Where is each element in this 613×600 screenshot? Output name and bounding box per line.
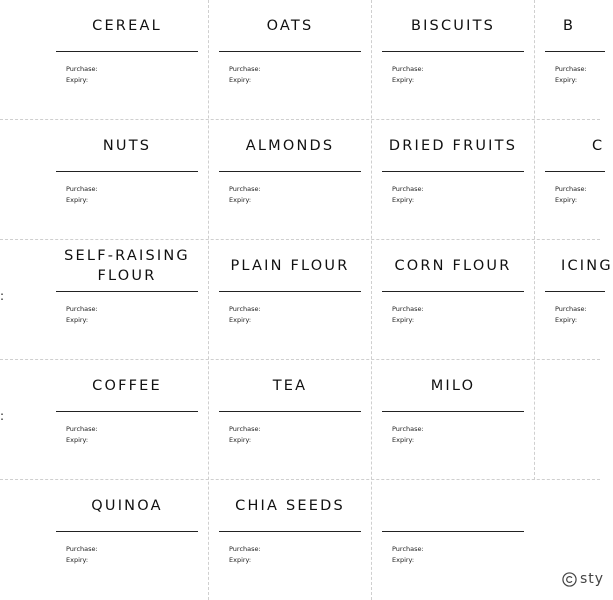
pantry-label <box>46 240 210 360</box>
pantry-label-partial <box>535 120 605 240</box>
label-title: SELF-RAISING FLOUR <box>64 248 190 284</box>
label-title: TEA <box>272 378 308 394</box>
purchase-field: Purchase: <box>555 305 587 313</box>
purchase-field: Purchase: <box>66 305 98 313</box>
purchase-field: Purchase: <box>392 305 424 313</box>
purchase-field: Purchase: <box>229 185 261 193</box>
expiry-field: Expiry: <box>392 556 415 564</box>
label-title: BISCUITS <box>410 18 496 34</box>
label-title: CHIA SEEDS <box>235 498 345 514</box>
edge-mark: : <box>0 289 5 303</box>
purchase-field: Purchase: <box>229 65 261 73</box>
label-title: COFFEE <box>92 378 162 394</box>
pantry-label <box>372 240 536 360</box>
pantry-label <box>46 360 210 480</box>
expiry-field: Expiry: <box>392 76 415 84</box>
expiry-field: Expiry: <box>229 316 252 324</box>
label-title: CEREAL <box>92 18 162 34</box>
label-divider <box>56 171 198 172</box>
label-divider <box>219 291 361 292</box>
label-divider <box>382 531 524 532</box>
brand-watermark <box>562 571 604 587</box>
expiry-field: Expiry: <box>392 316 415 324</box>
expiry-field: Expiry: <box>555 196 578 204</box>
pantry-label <box>209 360 373 480</box>
purchase-field: Purchase: <box>229 305 261 313</box>
expiry-field: Expiry: <box>229 436 252 444</box>
label-divider <box>219 531 361 532</box>
pantry-label <box>372 120 536 240</box>
label-divider <box>56 531 198 532</box>
copyright-icon <box>562 572 577 587</box>
label-title: NUTS <box>102 138 152 154</box>
expiry-field: Expiry: <box>555 316 578 324</box>
purchase-field: Purchase: <box>66 185 98 193</box>
label-title <box>382 480 524 532</box>
label-title: OATS <box>266 18 314 34</box>
expiry-field: Expiry: <box>66 316 89 324</box>
pantry-label <box>209 240 373 360</box>
expiry-field: Expiry: <box>555 76 578 84</box>
label-divider <box>56 411 198 412</box>
label-divider <box>56 291 198 292</box>
label-divider <box>382 171 524 172</box>
label-divider <box>56 51 198 52</box>
label-divider <box>382 51 524 52</box>
purchase-field: Purchase: <box>229 545 261 553</box>
expiry-field: Expiry: <box>229 196 252 204</box>
label-title: QUINOA <box>91 498 163 514</box>
purchase-field: Purchase: <box>66 425 98 433</box>
label-title: B <box>563 18 576 34</box>
expiry-field: Expiry: <box>392 436 415 444</box>
label-title: C <box>592 138 605 154</box>
purchase-field: Purchase: <box>555 185 587 193</box>
purchase-field: Purchase: <box>229 425 261 433</box>
pantry-label <box>209 120 373 240</box>
label-title: PLAIN FLOUR <box>230 258 350 274</box>
pantry-label-partial <box>535 0 600 120</box>
purchase-field: Purchase: <box>392 65 424 73</box>
label-title: MILO <box>430 378 476 394</box>
purchase-field: Purchase: <box>66 65 98 73</box>
label-divider <box>382 411 524 412</box>
pantry-label <box>46 480 210 600</box>
purchase-field: Purchase: <box>555 65 587 73</box>
pantry-label <box>46 120 210 240</box>
label-title: ICING <box>561 258 613 274</box>
purchase-field: Purchase: <box>392 545 424 553</box>
label-divider <box>219 411 361 412</box>
label-divider <box>219 51 361 52</box>
expiry-field: Expiry: <box>392 196 415 204</box>
expiry-field: Expiry: <box>229 556 252 564</box>
pantry-label <box>209 0 373 120</box>
brand-text: sty <box>580 571 605 587</box>
purchase-field: Purchase: <box>392 185 424 193</box>
purchase-field: Purchase: <box>66 545 98 553</box>
label-title: DRIED FRUITS <box>388 138 518 154</box>
expiry-field: Expiry: <box>66 556 89 564</box>
pantry-label <box>46 0 210 120</box>
pantry-label-partial <box>535 240 613 360</box>
expiry-field: Expiry: <box>66 196 89 204</box>
pantry-label <box>372 360 536 480</box>
label-title: CORN FLOUR <box>394 258 512 274</box>
pantry-label-blank <box>372 480 536 600</box>
label-divider <box>219 171 361 172</box>
label-divider <box>382 291 524 292</box>
label-divider <box>545 51 605 52</box>
label-divider <box>545 171 605 172</box>
expiry-field: Expiry: <box>229 76 252 84</box>
purchase-field: Purchase: <box>392 425 424 433</box>
pantry-label <box>372 0 536 120</box>
expiry-field: Expiry: <box>66 436 89 444</box>
edge-mark: : <box>0 409 5 423</box>
expiry-field: Expiry: <box>66 76 89 84</box>
pantry-label <box>209 480 373 600</box>
label-title: ALMONDS <box>245 138 335 154</box>
label-divider <box>545 291 605 292</box>
